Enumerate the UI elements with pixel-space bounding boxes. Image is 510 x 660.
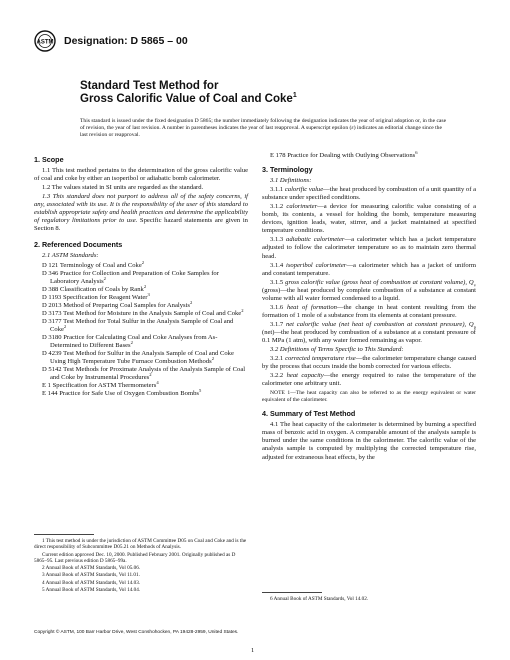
term-3-1-6 [262,304,476,320]
term-name: net calorific value (net heat of combustion at constant pressure), Q [285,320,474,328]
page-number: 1 [251,647,255,654]
reference-text: D 2013 Method of Preparing Coal Samples for Analysis [42,301,190,309]
scope-1-1: 1.1 This test method pertains to the determination of the gross calorific value of coal and coke by either an isoperibol or adiabatic bomb calorimeter. [34,167,248,183]
footnote-ref: 2 [143,283,147,289]
term-number: 3.1.4 [270,261,287,269]
reference-text: D 1193 Specification for Reagent Water [42,293,148,301]
title-line2: Gross Calorific Value of Coal and Coke [80,93,293,105]
footnote: 5 Annual Book of ASTM Standards, Vol 14.04. [42,587,141,594]
term-definition: —the heat produced by combustion of a unit quantity of a substance under specified conditions. [262,186,476,202]
term-subscript: p [473,324,476,330]
right-column [262,149,477,463]
reference-item [34,259,248,270]
footnote-ref: 2 [189,299,193,305]
footnotes-right [262,596,476,603]
reference-text: D 3173 Test Method for Moisture in the Analysis Sample of Coal and Coke [42,309,242,317]
term-number: 3.1.6 [270,303,287,311]
title-footnote-ref: 1 [292,92,297,100]
section-refdocs-heading: 2. Referenced Documents [34,240,123,250]
reference-text: D 388 Classification of Coals by Rank [42,285,144,293]
term-definition: —the calorimeter temperature change caused by the process that occurs inside the bomb corrected for various effects. [262,355,477,371]
reference-text: D 121 Terminology of Coal and Coke [42,261,142,269]
term-definition: —a calorimeter which has a jacket temperature adjusted to follow the calorimeter temperature so as to maintain zero thermal head. [262,236,476,260]
reference-item [34,299,248,310]
note-1: NOTE 1—The heat capacity can also be referred to as the energy equivalent or water equivalent of the calorimeter. [262,390,476,404]
svg-text:ASTM: ASTM [36,39,54,46]
footnote-ref: 2 [211,355,214,361]
term-name: calorific value [284,186,324,194]
reference-item [34,366,248,382]
term-3-2-1 [262,355,476,371]
term-number: 3.2.2 [270,372,287,380]
reference-text: E 178 Practice for Dealing with Outlying Observations [270,152,416,159]
reference-text: E 144 Practice for Safe Use of Oxygen Combustion Bombs [42,390,199,398]
term-number: 3.1.1 [270,186,285,194]
footnote-ref: 2 [103,275,106,281]
reference-item [34,283,248,294]
section-scope-heading: 1. Scope [34,155,64,164]
footnote-divider-left [34,534,94,535]
footnote-ref: 2 [141,259,145,265]
astm-standards-label: 2.1 ASTM Standards: [42,252,99,260]
definitions-label: 3.1 Definitions: [270,177,312,185]
section-terminology-heading: 3. Terminology [262,165,313,175]
safety-hazard-ref: Specific hazard statements are given in Section 8. [34,217,248,233]
safety-caveat: 1.3 This standard does not purport to address all of the safety concerns, if any, associated with its use. It is the responsibility of the user of this standard to establish appropriate safety and health practices and determine the applicability of regulatory limitations prior to use. [34,193,248,225]
title-line2-wrap [80,93,460,106]
term-number: 3.1.5 [270,278,286,286]
term-subscript: v [473,281,476,287]
term-definition: —a calorimeter which has a jacket of uniform and constant temperature. [262,261,476,277]
footnote-ref: 2 [130,339,133,345]
footnote: 4 Annual Book of ASTM Standards, Vol 14.03. [42,579,141,586]
reference-item [34,307,248,318]
reference-text: D 346 Practice for Collection and Preparation of Coke Samples for Laboratory Analysis [42,269,219,285]
reference-item [34,390,248,398]
term-number: 3.1.3 [270,236,287,244]
footnotes-left [34,538,248,594]
specific-terms-subheading [262,346,476,354]
designation: Designation: D 5865 – 00 [64,35,188,47]
term-3-1-2 [262,203,476,235]
reference-text: D 5142 Test Methods for Proximate Analysis of the Analysis Sample of Coal and Coke by Instrumental Procedures [42,366,246,382]
term-definition: —a device for measuring calorific value consisting of a bomb, its contents, a vessel for holding the bomb, temperature measuring devices, ignition leads, water, stirrer, and a jacket maintained at specified temperature conditions. [262,203,476,235]
footnote-ref: 2 [149,371,152,377]
document-header [34,30,188,52]
term-name: heat of formation [286,303,337,311]
footnote-ref: 2 [63,323,67,329]
term-name: adiabatic calorimeter [286,236,345,244]
reference-text: E 1 Specification for ASTM Thermometers [42,382,157,390]
reference-item [34,350,248,366]
term-definition: (net)—the heat produced by combustion of a substance at a constant pressure of 0.1 MPa (1 atm), with any water formed remaining as vapor. [262,328,476,344]
footnote: Current edition approved Dec. 10, 2000. Published February 2001. Originally published as D 5865–95. Last previous edition D 5865–99a. [34,551,236,564]
term-number: 3.2.1 [270,355,286,363]
issuance-notice: This standard is issued under the fixed designation D 5865; the number immediately following the designation indicates the year of original adoption or, in the case of revision, the year of last revision. A number in parentheses indicates the year of last reapproval. A superscript epsilon (ε) indicates an editorial change since the last revision or reapproval. [80,118,447,138]
reference-text: D 3180 Practice for Calculating Coal and Coke Analyses from As-Determined to Different Bases [42,333,218,349]
term-number: 3.1.7 [270,320,286,328]
footnote-ref: 5 [198,388,202,394]
term-3-1-7 [262,321,476,345]
footnote-divider-right [262,592,322,593]
term-definition: (gross)—the heat produced by complete combustion of a substance at constant volume with all water formed condensed to a liquid. [262,286,476,302]
footnote: 3 Annual Book of ASTM Standards, Vol 11.01. [42,572,140,579]
summary-4-1: 4.1 The heat capacity of the calorimeter is determined by burning a specified mass of benzoic acid in oxygen. A comparable amount of the analysis sample is burned under the same conditions in the calorimeter. The calorific value of the analysis sample is computed by multiplying the corrected temperature rise, adjusted for extraneous heat effects, by the [262,421,476,461]
document-title [80,80,460,106]
reference-item [34,318,248,334]
definitions-subheading [262,177,476,185]
footnote: 2 Annual Book of ASTM Standards, Vol 05.06. [42,565,141,572]
footnote: 1 This test method is under the jurisdiction of ASTM Committee D05 on Coal and Coke and is the direct responsibility of Subcommittee D05.21 on Methods of Analysis. [34,538,247,551]
section-summary-heading: 4. Summary of Test Method [262,409,356,419]
term-3-1-5 [262,279,476,303]
term-definition: —the change in heat content resulting from the formation of 1 mole of a substance from its elements at constant pressure. [262,303,477,319]
term-3-1-1 [262,186,476,202]
term-name: heat capacity [286,372,324,380]
astm-logo-icon [34,30,56,52]
term-name: calorimeter [286,203,318,211]
footnote-ref: 6 [415,149,418,155]
specific-terms-label: 3.2 Definitions of Terms Specific to This Standard: [270,346,404,354]
reference-item [34,291,248,302]
reference-item [34,334,248,350]
scope-1-2: 1.2 The values stated in SI units are regarded as the standard. [42,184,204,192]
term-3-2-2 [262,372,476,388]
reference-text: D 3177 Test Method for Total Sulfur in the Analysis Sample of Coal and Coke [42,317,234,333]
term-3-1-3 [262,236,476,260]
footnote-ref: 4 [156,380,159,386]
scope-1-3 [34,193,248,233]
term-name: gross calorific value (gross heat of combustion at constant volume), Q [285,278,474,286]
term-number: 3.1.2 [270,203,287,211]
reference-list [34,259,248,399]
title-line1: Standard Test Method for [80,80,219,92]
term-name: isoperibol calorimeter [286,261,347,269]
term-definition: —the energy required to raise the temperature of the calorimeter one arbitrary unit. [262,372,476,388]
footnote-ref: 3 [147,291,150,297]
reference-text: D 4239 Test Method for Sulfur in the Analysis Sample of Coal and Coke Using High Temperature Tube Furnace Combustion Methods [42,350,234,366]
reference-item [262,149,476,160]
footnote-ref: 2 [241,307,244,313]
copyright-line: Copyright © ASTM, 100 Barr Harbor Drive, West Conshohocken, PA 19428-2959, United States. [34,630,239,635]
left-column [34,152,248,398]
term-name: corrected temperature rise [285,355,356,363]
term-3-1-4 [262,262,476,278]
footnote: 6 Annual Book of ASTM Standards, Vol 14.02. [270,596,369,602]
